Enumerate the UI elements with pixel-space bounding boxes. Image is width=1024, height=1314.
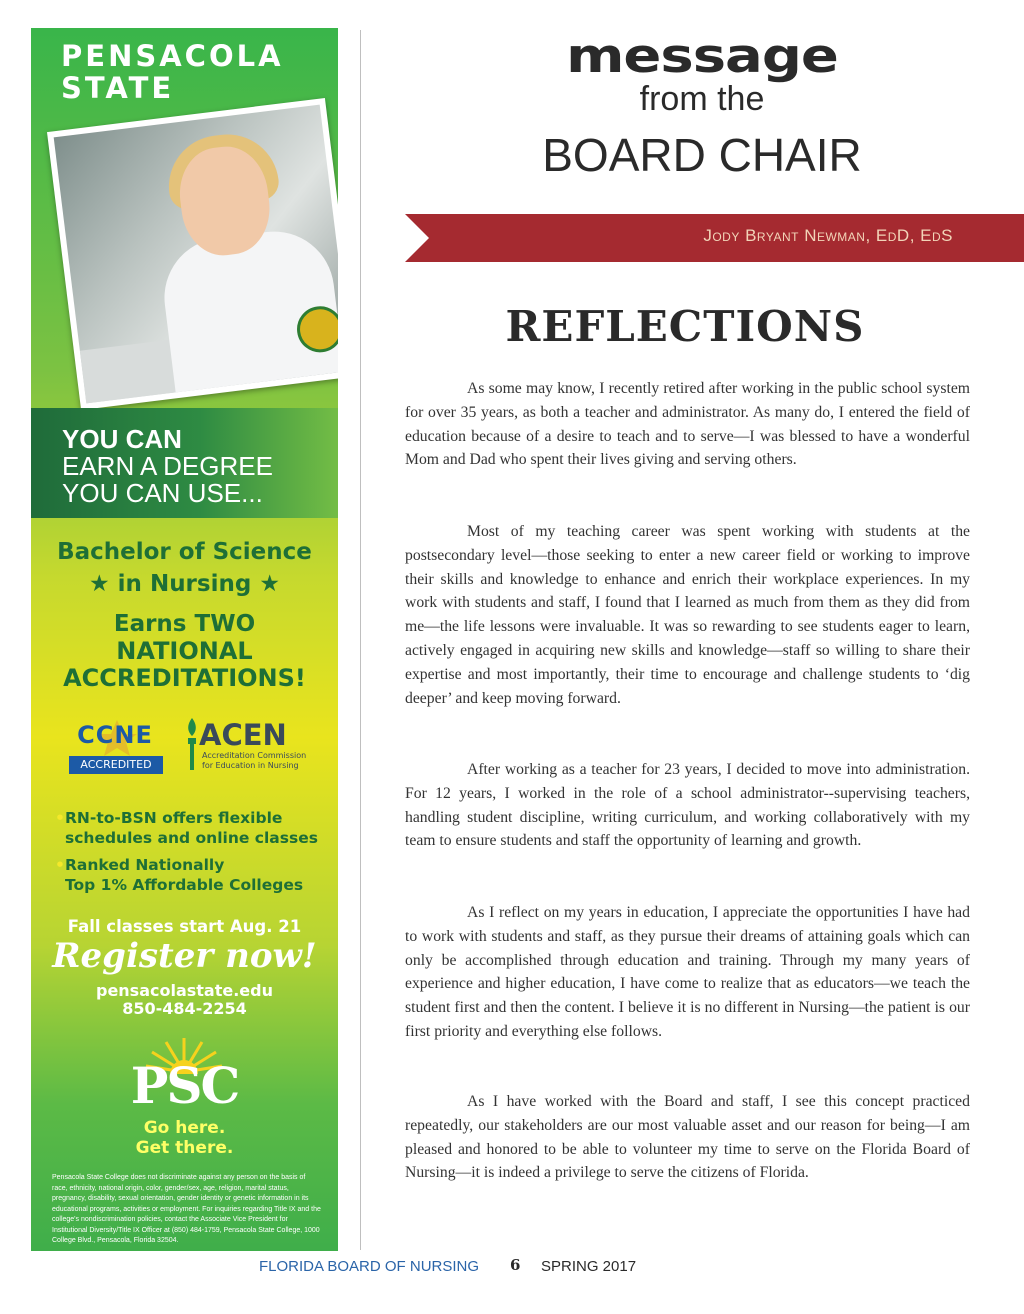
- ad-band-line2: EARN A DEGREE: [62, 451, 273, 481]
- masthead-message: message: [566, 28, 838, 85]
- ad-earns-line1: Earns TWO: [113, 611, 256, 637]
- article-paragraph: As some may know, I recently retired after working in the public school system for over 35 years, as both a teacher and administrator. As many do, I entered the field of education because of a desire to teach and to serve—I was blessed to have a wonderful Mom and Dad who spent their lives giving and serving others.: [405, 380, 970, 469]
- ad-bullet2-line1: Ranked Nationally: [65, 856, 225, 874]
- article-paragraph: Most of my teaching career was spent working with students at the postsecondary level—those seeking to enter a new career field or working to improve their skills and knowledge to enhance and enrich their workplace experiences. In my work with students and staff, I found that I learned as much from them as they did from me—the life lessons were invaluable. It was so rewarding to see students eager to learn, actively engaged in acquiring new skills and knowledge—staff so willing to share their expertise and most importantly, their time to encourage and challenge students to ‘dig deeper’ and keep moving forward.: [405, 523, 970, 707]
- ad-tagline: [31, 1118, 338, 1158]
- bullet-dot-icon: •: [55, 856, 65, 874]
- ad-bullet2-line2: Top 1% Affordable Colleges: [65, 876, 304, 894]
- nurse-photo-image: [54, 105, 338, 404]
- acen-logo: ACEN: [199, 718, 287, 752]
- ccne-logo: CCNE: [77, 721, 153, 749]
- column-divider: [360, 30, 361, 1250]
- bullet-dot-icon: •: [55, 809, 65, 827]
- article-headline: REFLECTIONS: [505, 302, 865, 351]
- psc-logo: PSC: [130, 1056, 239, 1115]
- acen-sub-line2: for Education in Nursing: [202, 761, 299, 770]
- article-paragraph: As I reflect on my years in education, I appreciate the opportunities I have had to work with students and staff, as they pursue their dreams of attaining goals which can only be accomplished through education and training. Through my many years of experience and higher education, I have come to realize that as educators—we teach the student first and then the content. I believe it is no different in Nursing—the patient is our first priority and everything else follows.: [405, 904, 970, 1040]
- ad-bullet-flexible: [55, 808, 318, 848]
- article-paragraph: As I have worked with the Board and staff, I see this concept practiced repeatedly, our stakeholders are our most valuable asset and our reason for being—I am pleased and honored to be able to volunteer my time to serve on the Florida Board of Nursing—it is indeed a privilege to serve the citizens of Florida.: [405, 1093, 970, 1182]
- ad-fine-print: Pensacola State College does not discriminate against any person on the basis of race, ethnicity, national origin, color, gender/sex, age, religion, marital status, pregnancy, disability, sexual orientation, gender identity or genetic information in its educational programs, activities or employment. For inquiries regarding Title IX and the college's nondiscrimination policies, contact the Associate Vice President for Institutional Diversity/Title IX Officer at (850) 484-1759, Pensacola State College, 1000 College Blvd., Pensacola, Florida 32504.: [52, 1174, 321, 1244]
- ad-bullet1-line2: schedules and online classes: [65, 829, 318, 847]
- acen-subtitle: [202, 751, 306, 771]
- footer-issue: SPRING 2017: [541, 1258, 637, 1275]
- ad-earns-line2: NATIONAL: [116, 637, 253, 665]
- article-paragraph: After working as a teacher for 23 years, I decided to move into administration. For 12 years, I worked in the role of a school administrator--supervising teachers, handling student discipline, writing curriculum, and working collaboratively with my team to ensure students and staff the opportunity of learning and growth.: [405, 761, 970, 850]
- ad-earns-line3: ACCREDITATIONS!: [63, 664, 306, 692]
- ad-tagline-line1: Go here.: [143, 1118, 226, 1138]
- footer-page-number: 6: [510, 1256, 521, 1274]
- pensacola-state-ad: [31, 28, 338, 1251]
- ad-bullet-ranked: [55, 855, 304, 895]
- ad-register-now: Register now!: [52, 936, 317, 976]
- ad-brand-line2: STATE: [61, 71, 175, 105]
- acen-sub-line1: Accreditation Commission: [202, 751, 307, 760]
- ccne-accredited-label: ACCREDITED: [69, 756, 163, 774]
- ad-program-line2: ★ in Nursing ★: [89, 571, 280, 597]
- author-name: Jody Bryant Newman, EdD, EdS: [703, 226, 953, 245]
- nurse-photo: [47, 98, 338, 410]
- ad-bullet1-line1: RN-to-BSN offers flexible: [65, 809, 283, 827]
- masthead-from: from the: [639, 80, 765, 118]
- ad-phone: 850-484-2254: [122, 999, 247, 1018]
- ad-program-line1: Bachelor of Science: [57, 539, 312, 565]
- footer-publication: FLORIDA BOARD OF NURSING: [259, 1258, 480, 1275]
- ad-website: pensacolastate.edu: [95, 981, 273, 1000]
- ad-brand-line1: PENSACOLA: [61, 39, 284, 73]
- ad-fall-classes: Fall classes start Aug. 21: [67, 917, 302, 936]
- ad-tagline-line2: Get there.: [135, 1138, 234, 1158]
- masthead-title: BOARD CHAIR: [542, 129, 862, 181]
- ad-brand: [61, 40, 284, 104]
- ad-band-line1: YOU CAN: [62, 424, 182, 454]
- ad-band-line3: YOU CAN USE...: [62, 478, 263, 508]
